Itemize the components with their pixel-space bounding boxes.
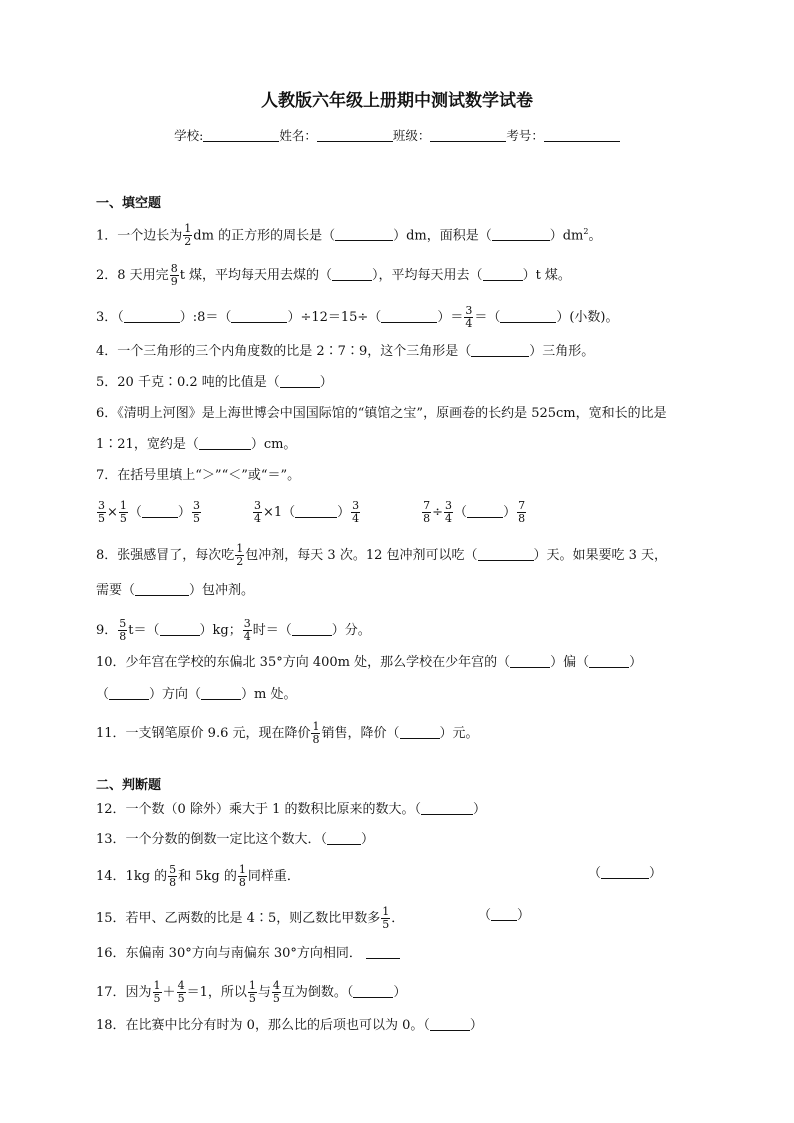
question-14-answer: （ ） [588,866,663,881]
school-label: 学校: [174,128,204,143]
question-3: 3．（ ）:8＝（ ）÷12＝15÷（ ）＝ $\frac{3}{4}$ ＝（ ）(小数)。 [96,304,619,330]
question-7-expressions [96,500,706,525]
question-15-answer: （ ） [478,908,531,923]
answer-blank[interactable] [142,504,178,518]
question-4: 4．一个三角形的三个内角度数的比是 2∶7∶9，这个三角形是（ ）三角形。 [96,344,595,359]
answer-blank[interactable] [366,945,400,959]
question-14: 14．1kg 的 $\frac{5}{8}$ 和 5kg 的 $\frac{1}{8}$ 同样重． [96,863,300,889]
q7-expression-3: $\frac{7}{8}$ ÷ $\frac{3}{4}$ （ ） $\frac{7}{8}$ [423,499,526,525]
school-blank[interactable] [203,128,279,142]
q11-fraction: $\frac{1}{8}$ [312,720,320,746]
number-blank[interactable] [544,128,620,142]
question-5: 5．20 千克∶0.2 吨的比值是（ ） [96,375,333,390]
q7-expression-1: $\frac{3}{5}$ × $\frac{1}{5}$ （ ） $\frac{3}{5}$ [98,499,200,525]
section-true-false: 二、判断题 [96,778,162,793]
page-title: 人教版六年级上册期中测试数学试卷 [261,91,533,111]
section-fill-blank: 一、填空题 [96,196,162,211]
answer-blank[interactable] [510,654,550,668]
answer-blank[interactable] [201,686,241,700]
q8-fraction: $\frac{1}{2}$ [236,542,244,568]
answer-blank[interactable] [295,504,337,518]
answer-blank[interactable] [421,801,473,815]
question-2: 2．8 天用完 $\frac{8}{9}$ t 煤，平均每天用去煤的（ ），平均每天用去（ ）t 煤。 [96,262,571,288]
student-info [0,126,794,144]
question-8: 8．张强感冒了，每次吃 $\frac{1}{2}$ 包冲剂，每天 3 次。12 包冲剂可以吃（ ）天。如果要吃 3 天， [96,542,668,568]
answer-blank[interactable] [335,227,393,241]
answer-blank[interactable] [327,831,361,845]
q3-fraction: $\frac{3}{4}$ [465,304,473,330]
question-9: 9． $\frac{5}{8}$ t＝（ ）kg； $\frac{3}{4}$ 时＝（ ）分。 [96,617,371,643]
question-8-line-2: 需要（ ）包冲剂。 [96,583,255,598]
number-label: 考号： [506,128,544,143]
question-10: 10．少年宫在学校的东偏北 35°方向 400m 处，那么学校在少年宫的（ ）偏（ ） [96,655,643,670]
answer-blank[interactable] [467,504,503,518]
question-17: 17．因为 $\frac{1}{5}$ ＋ $\frac{4}{5}$ ＝1，所以 $\frac{1}{5}$ 与 $\frac{4}{5}$ 互为倒数。（ ） [96,979,407,1005]
question-1: 1．一个边长为 $\frac{1}{2}$ dm 的正方形的周长是（ ）dm，面积是（ ）$dm^2$。 [96,222,602,249]
answer-blank[interactable] [231,309,287,323]
answer-blank[interactable] [135,582,189,596]
class-label: 班级： [392,128,431,143]
name-blank[interactable] [317,128,393,142]
answer-blank[interactable] [160,622,200,636]
question-10-line-2: （ ）方向（ ）m 处。 [96,687,297,702]
question-11: 11．一支钢笔原价 9.6 元，现在降价 $\frac{1}{8}$ 销售，降价（ ）元。 [96,720,479,746]
answer-blank[interactable] [500,309,556,323]
answer-blank[interactable] [109,686,149,700]
question-18: 18．在比赛中比分有时为 0，那么比的后项也可以为 0。（ ） [96,1018,483,1033]
question-16: 16．东偏南 30°方向与南偏东 30°方向相同． [96,944,706,964]
question-12: 12．一个数（0 除外）乘大于 1 的数积比原来的数大。（ ） [96,802,486,817]
answer-blank[interactable] [491,907,517,921]
answer-blank[interactable] [400,725,440,739]
q2-fraction: $\frac{8}{9}$ [170,262,178,288]
answer-blank[interactable] [199,436,251,450]
question-15: 15．若甲、乙两数的比是 4∶5，则乙数比甲数多 $\frac{1}{5}$ ． [96,905,405,931]
q7-expression-2: $\frac{3}{4}$ ×1（ ） $\frac{3}{4}$ [253,499,360,525]
answer-blank[interactable] [353,984,393,998]
answer-blank[interactable] [280,374,320,388]
question-13: 13．一个分数的倒数一定比这个数大．（ ） [96,832,375,847]
question-6: 6．《清明上河图》是上海世博会中国国际馆的“镇馆之宝”，原画卷的长约是 525cm，宽和长的比是 [96,406,667,421]
answer-blank[interactable] [478,547,534,561]
answer-blank[interactable] [492,227,550,241]
question-7: 7．在括号里填上“＞”“＜”或“＝”。 [96,468,301,483]
question-6-line-2: 1∶21，宽约是（ ）cm。 [96,437,297,452]
answer-blank[interactable] [471,343,529,357]
answer-blank[interactable] [483,267,523,281]
q1-text: 1．一个边长为 [96,228,183,244]
answer-blank[interactable] [332,267,372,281]
answer-blank[interactable] [292,622,332,636]
q1-fraction: $\frac{1}{2}$ [184,222,192,249]
answer-blank[interactable] [589,654,629,668]
answer-blank[interactable] [124,309,180,323]
answer-blank[interactable] [381,309,437,323]
answer-blank[interactable] [430,1017,470,1031]
class-blank[interactable] [430,128,506,142]
answer-blank[interactable] [601,865,649,879]
name-label: 姓名： [279,128,317,143]
